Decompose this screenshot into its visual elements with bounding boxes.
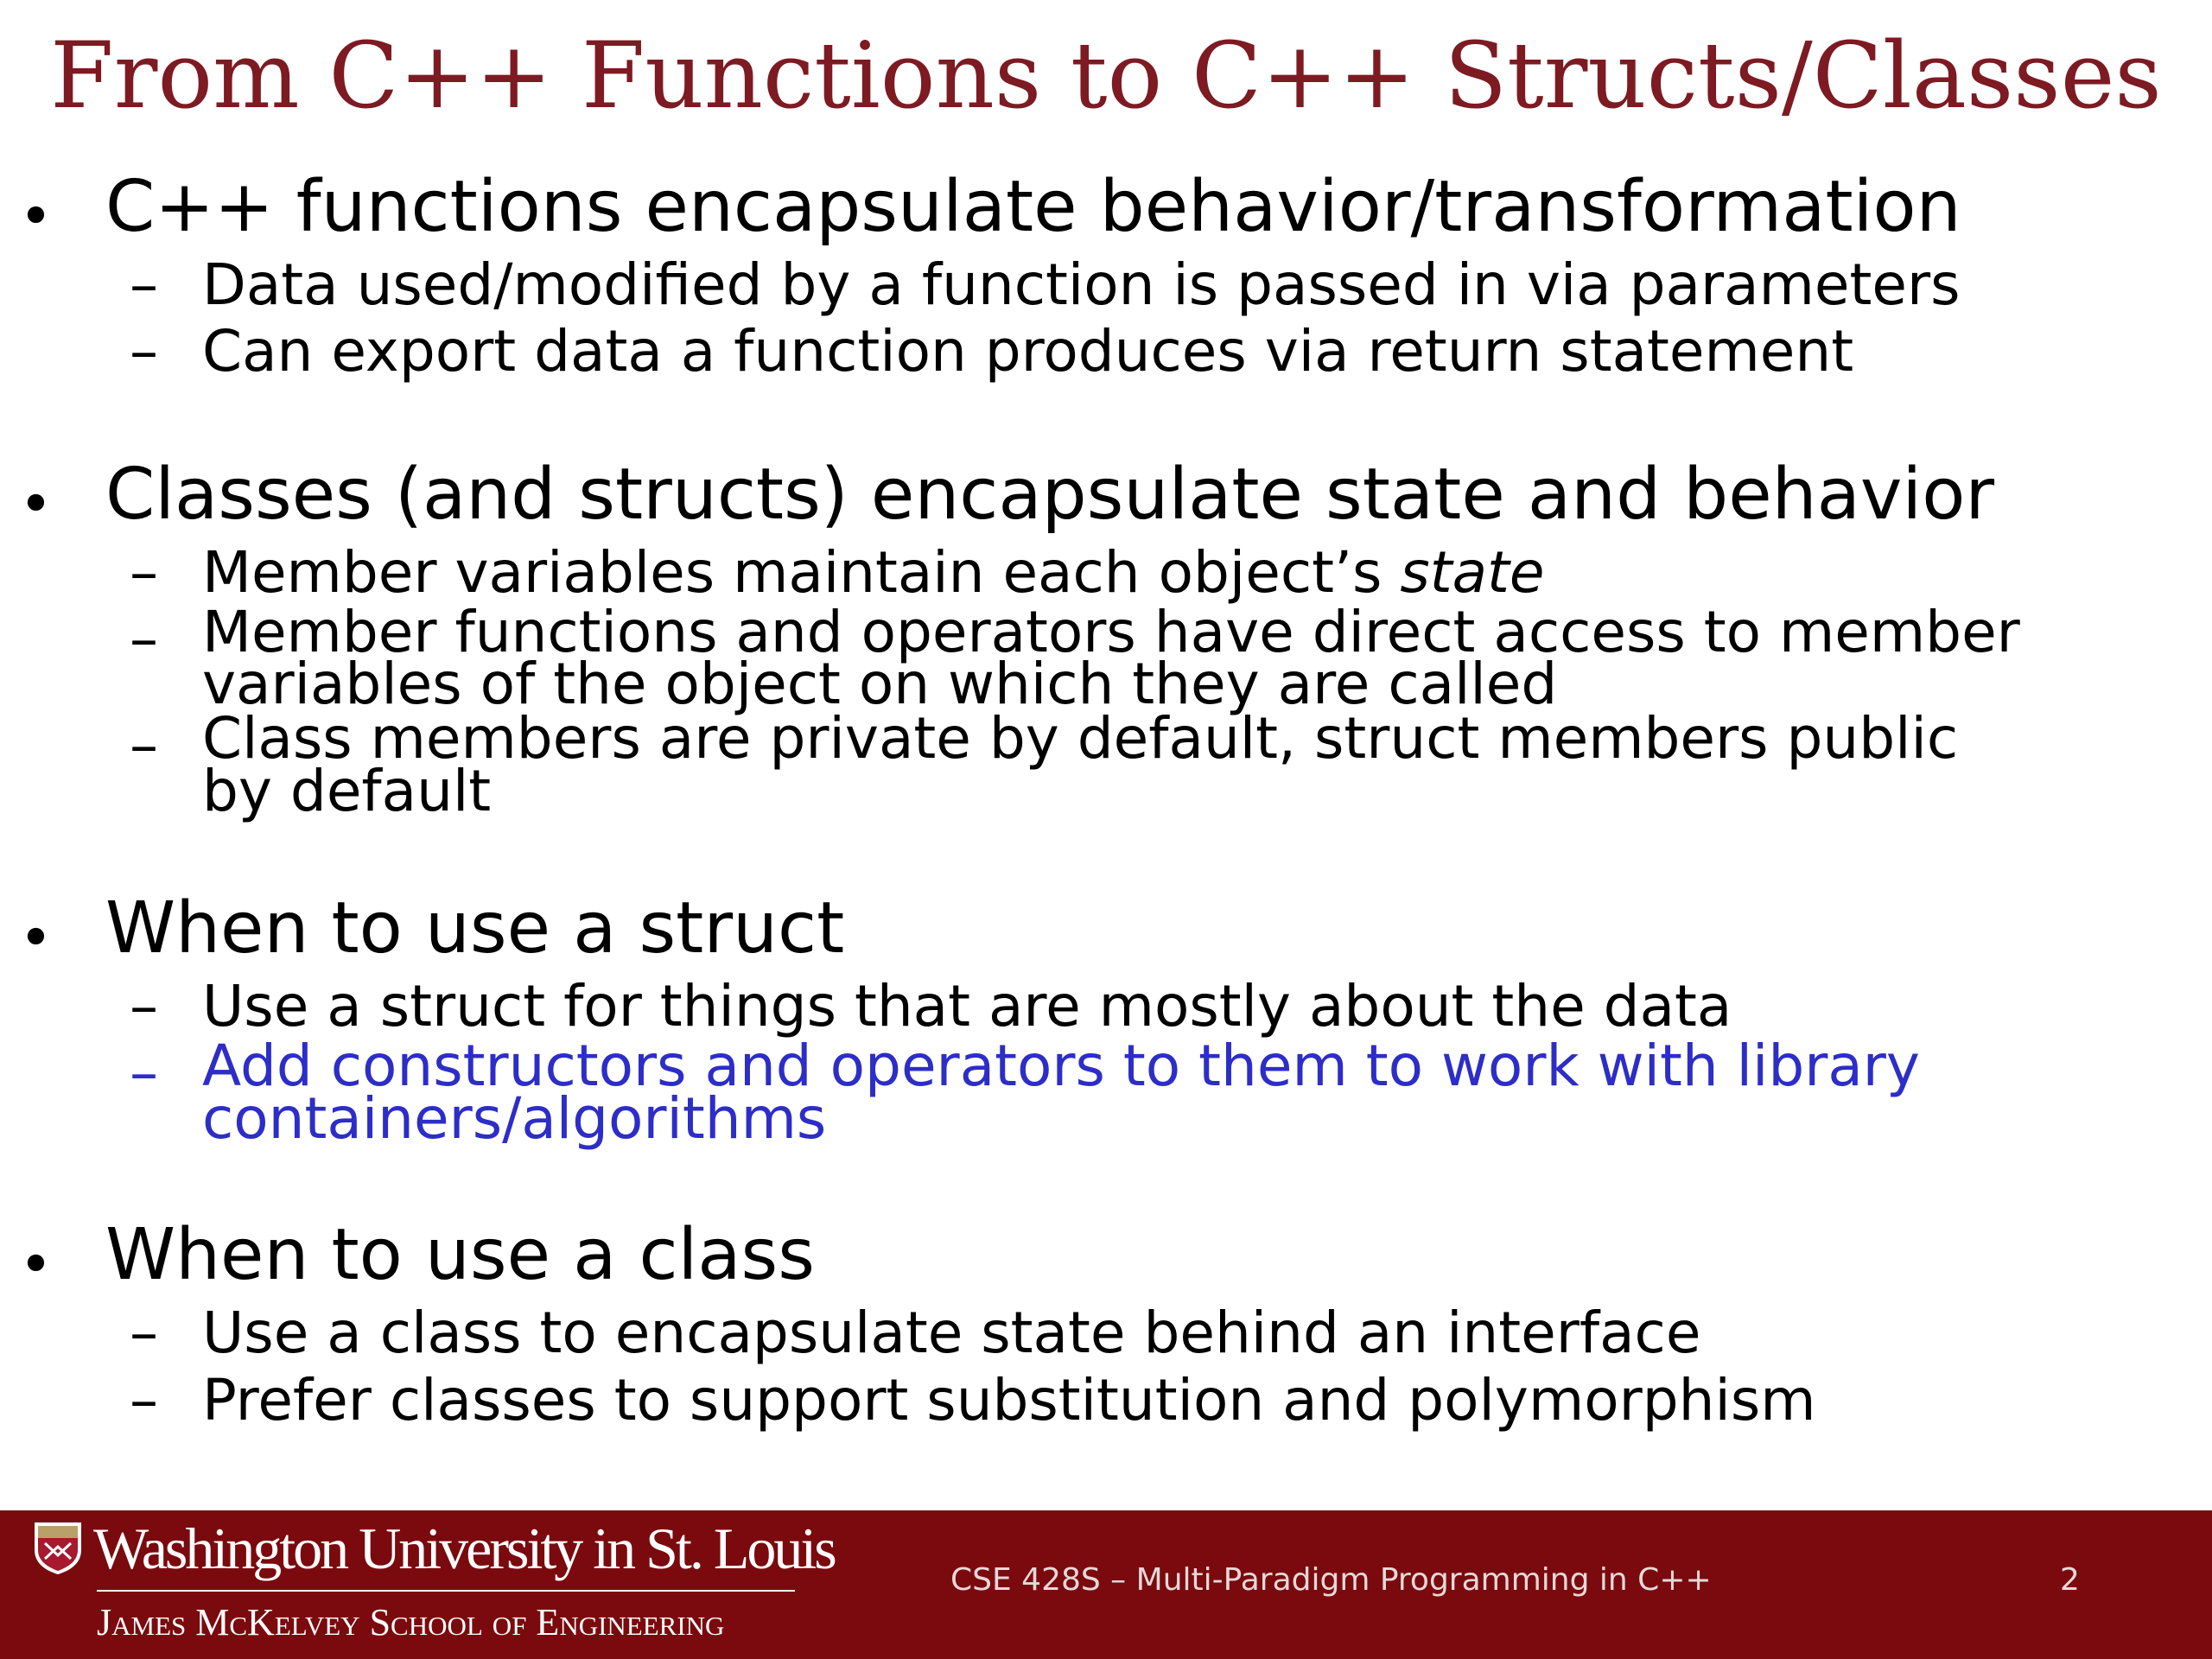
sub-bullet-text-continued: containers/algorithms xyxy=(202,1084,827,1152)
footer-divider xyxy=(97,1590,795,1592)
dash-marker: – xyxy=(130,1039,158,1106)
section-classes xyxy=(0,452,2212,824)
sub-bullet-text-continued: variables of the object on which they are called xyxy=(202,651,1558,718)
sub-bullet-item xyxy=(0,540,2190,605)
sub-bullet-text: Use a struct for things that are mostly about the data xyxy=(202,972,1732,1039)
section-functions xyxy=(0,164,2212,385)
page-number: 2 xyxy=(2060,1562,2080,1598)
bullet-item xyxy=(0,886,2212,972)
bullet-marker: • xyxy=(19,470,53,537)
sub-bullet-item-highlighted xyxy=(0,1032,2190,1152)
dash-marker: – xyxy=(130,1366,158,1433)
bullet-text: C++ functions encapsulate behavior/transformation xyxy=(105,166,1961,248)
sub-bullet-item xyxy=(0,974,2190,1039)
course-label: CSE 428S – Multi-Paradigm Programming in C++ xyxy=(950,1562,1712,1598)
bullet-text: When to use a class xyxy=(105,1214,816,1297)
university-name: Washington University in St. Louis xyxy=(93,1516,835,1581)
sub-bullet-text: Member variables maintain each object’s xyxy=(202,538,1382,606)
sub-bullet-emphasis: state xyxy=(1400,538,1545,606)
sub-bullet-text: Prefer classes to support substitution and polymorphism xyxy=(202,1366,1816,1433)
sub-bullet-text: Class members are private by default, struct members public xyxy=(202,705,1959,772)
slide-title: From C++ Functions to C++ Structs/Classes xyxy=(50,22,2162,129)
dash-marker: – xyxy=(130,538,158,606)
sub-bullet-text: Add constructors and operators to them to work with library xyxy=(202,1032,1920,1099)
sub-bullet-item xyxy=(0,1368,2190,1433)
sub-bullet-item xyxy=(0,598,2190,718)
section-class xyxy=(0,1212,2212,1433)
section-struct xyxy=(0,886,2212,1152)
bullet-item xyxy=(0,164,2212,251)
sub-bullet-item xyxy=(0,319,2190,384)
university-shield-icon xyxy=(33,1521,83,1576)
sub-bullet-text: Data used/modified by a function is passed in via parameters xyxy=(202,251,1961,319)
slide-content xyxy=(0,164,2212,1500)
sub-bullet-text: Can export data a function produces via return statement xyxy=(202,318,1854,385)
bullet-item xyxy=(0,452,2212,538)
dash-marker: – xyxy=(130,1300,158,1367)
bullet-text: When to use a struct xyxy=(105,887,845,969)
bullet-marker: • xyxy=(19,1231,53,1299)
dash-marker: – xyxy=(130,712,158,779)
footer-bar xyxy=(0,1510,2212,1659)
school-name: James McKelvey School of Engineering xyxy=(97,1601,725,1643)
dash-marker: – xyxy=(130,605,158,672)
dash-marker: – xyxy=(130,251,158,319)
bullet-marker: • xyxy=(19,904,53,971)
dash-marker: – xyxy=(130,972,158,1039)
sub-bullet-text: Member functions and operators have direct access to member xyxy=(202,598,2020,665)
sub-bullet-item xyxy=(0,252,2190,317)
sub-bullet-item xyxy=(0,705,2190,824)
bullet-marker: • xyxy=(19,183,53,250)
sub-bullet-item xyxy=(0,1300,2190,1365)
sub-bullet-text: Use a class to encapsulate state behind an interface xyxy=(202,1300,1701,1367)
sub-bullet-text-continued: by default xyxy=(202,757,492,824)
bullet-item xyxy=(0,1212,2212,1299)
dash-marker: – xyxy=(130,318,158,385)
bullet-text: Classes (and structs) encapsulate state and behavior xyxy=(105,453,1995,536)
